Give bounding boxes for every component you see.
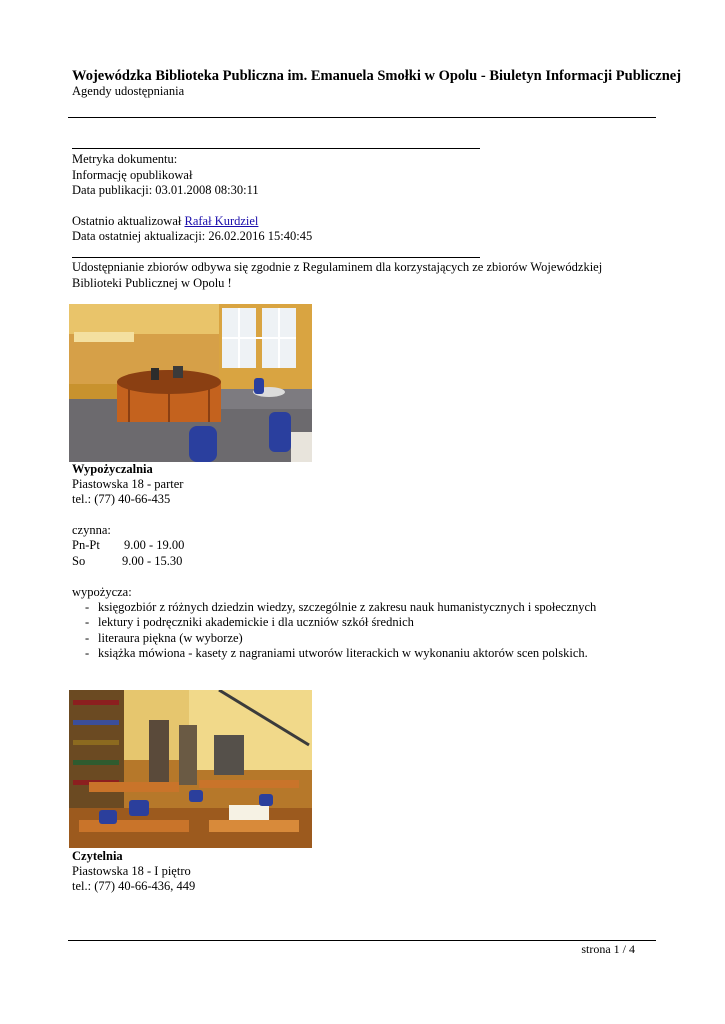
section-title-reading: Czytelnia [72,849,123,863]
reading-phone: tel.: (77) 40-66-436, 449 [72,879,196,893]
updated-by-label: Ostatnio aktualizował [72,214,182,228]
page-subtitle: Agendy udostępniania [72,84,185,98]
intro-paragraph: Udostępnianie zbiorów odbywa się zgodnie z Regulaminem dla korzystających ze zbiorów Wojewódzkiej Biblioteki Publicznej w Opolu ! [72,260,603,290]
lending-hours-weekday [72,538,184,553]
last-update-date: Data ostatniej aktualizacji: 26.02.2016 15:40:45 [72,229,313,243]
header-divider [68,117,656,118]
lending-items-list [85,600,596,661]
author-link[interactable]: Rafał Kurdziel [184,214,259,228]
metadata-divider-bottom [72,257,480,258]
hours-days: Pn-Pt [72,538,100,552]
section-title-lending: Wypożyczalnia [72,462,153,476]
lending-open-label: czynna: [72,523,111,537]
lending-hours-saturday [72,554,182,569]
hours-time: 9.00 - 19.00 [124,538,185,552]
lending-address: Piastowska 18 - parter [72,477,184,491]
footer-divider [68,940,656,941]
list-item: - książka mówiona - kasety z nagraniami utworów literackich w wykonaniu aktorów scen polskich. [85,646,596,661]
updated-by [72,214,258,229]
metadata-heading: Metryka dokumentu: [72,152,178,166]
lending-room-photo [69,304,312,462]
metadata-divider-top [72,148,480,149]
hours-days: So [72,554,86,568]
reading-address: Piastowska 18 - I piętro [72,864,191,878]
lending-lends-label: wypożycza: [72,585,132,599]
reading-room-photo [69,690,312,848]
list-item: - lektury i podręczniki akademickie i dla uczniów szkół średnich [85,615,596,630]
hours-time: 9.00 - 15.30 [122,554,183,568]
publication-date: Data publikacji: 03.01.2008 08:30:11 [72,183,259,197]
list-item: - literaura piękna (w wyborze) [85,631,596,646]
page-number: strona 1 / 4 [581,942,635,956]
lending-phone: tel.: (77) 40-66-435 [72,492,171,506]
published-by: Informację opublikował [72,168,193,182]
page-title: Wojewódzka Biblioteka Publiczna im. Emanuela Smołki w Opolu - Biuletyn Informacji Publicznej [72,68,682,84]
list-item: - księgozbiór z różnych dziedzin wiedzy, szczególnie z zakresu nauk humanistycznych i społecznych [85,600,596,615]
